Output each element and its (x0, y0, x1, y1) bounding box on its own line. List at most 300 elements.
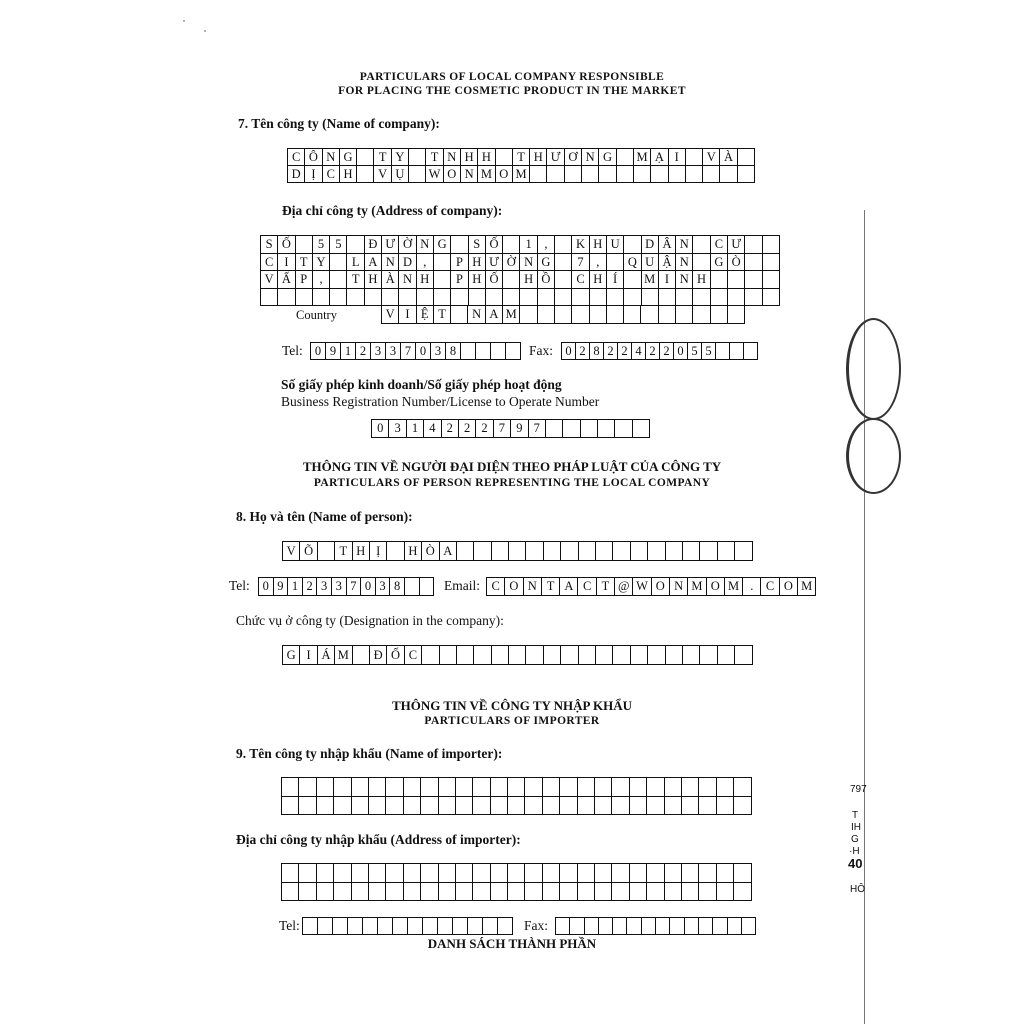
form-box (483, 918, 498, 935)
form-box: 3 (389, 420, 406, 438)
form-box (728, 271, 745, 289)
form-box: H (461, 149, 478, 166)
form-box: 2 (442, 420, 459, 438)
form-box (451, 236, 468, 254)
form-box: T (374, 149, 391, 166)
form-box (508, 864, 525, 883)
form-box: N (461, 166, 478, 183)
form-box: 2 (356, 343, 371, 360)
form-box (506, 343, 521, 360)
importer-tel-label: Tel: (279, 918, 300, 933)
form-box (641, 306, 658, 324)
form-box: O (505, 578, 523, 596)
form-box: W (426, 166, 443, 183)
form-box (682, 778, 699, 797)
form-box (666, 542, 683, 561)
designation-label: Chức vụ ở công ty (Designation in the company): (236, 613, 504, 628)
form-box (717, 864, 734, 883)
form-box: 2 (476, 420, 493, 438)
form-box (421, 883, 438, 902)
form-box (530, 166, 547, 183)
form-box: H (365, 271, 382, 289)
form-box: T (434, 306, 451, 324)
form-box (612, 778, 629, 797)
form-box: A (560, 578, 578, 596)
form-box (282, 883, 299, 902)
form-box (399, 289, 416, 307)
form-box: D (642, 236, 659, 254)
form-box (525, 883, 542, 902)
margin-fragment-2: T (852, 810, 859, 821)
stamp-seal-bottom (846, 418, 901, 494)
form-box (544, 542, 561, 561)
person-email-label: Email: (444, 578, 480, 593)
form-box (282, 778, 299, 797)
stamp-seal-top (846, 318, 901, 420)
form-box: C (405, 646, 422, 665)
form-box (555, 236, 572, 254)
form-box (492, 646, 509, 665)
form-box: H (530, 149, 547, 166)
form-box: P (451, 271, 468, 289)
form-box (738, 149, 755, 166)
form-box: A (486, 306, 503, 324)
form-box (665, 883, 682, 902)
form-box (317, 864, 334, 883)
form-box: Ụ (392, 166, 409, 183)
form-box: N (382, 254, 399, 272)
form-box (476, 343, 491, 360)
form-box: 3 (386, 343, 401, 360)
form-box (456, 778, 473, 797)
form-box (607, 254, 624, 272)
form-box: 2 (303, 578, 318, 596)
form-box: Ệ (417, 306, 434, 324)
form-box (693, 306, 710, 324)
form-box (599, 918, 613, 935)
form-box: 0 (259, 578, 274, 596)
form-box (642, 289, 659, 307)
form-box: Í (607, 271, 624, 289)
form-box (404, 883, 421, 902)
form-box: N (582, 149, 599, 166)
form-box (543, 797, 560, 816)
form-box (503, 289, 520, 307)
form-box: A (365, 254, 382, 272)
form-box (555, 289, 572, 307)
form-box (699, 778, 716, 797)
form-box: 1 (341, 343, 356, 360)
form-box (683, 646, 700, 665)
form-box (421, 797, 438, 816)
form-box (474, 646, 491, 665)
form-box: M (634, 149, 651, 166)
section8-title: 8. Họ và tên (Name of person): (236, 509, 413, 524)
form-box: M (798, 578, 816, 596)
form-box (409, 166, 426, 183)
form-box: N (444, 149, 461, 166)
form-box (318, 918, 333, 935)
form-box (313, 289, 330, 307)
form-box (508, 797, 525, 816)
form-box (595, 778, 612, 797)
form-box: C (572, 271, 589, 289)
form-box (578, 883, 595, 902)
form-box (631, 646, 648, 665)
form-box (613, 646, 630, 665)
form-box (682, 864, 699, 883)
form-box (296, 236, 313, 254)
margin-fragment-5: ·H (849, 846, 860, 857)
form-box: 5 (313, 236, 330, 254)
form-box: 0 (416, 343, 431, 360)
form-box (615, 420, 632, 438)
form-box (473, 797, 490, 816)
form-box (473, 883, 490, 902)
form-box (745, 271, 762, 289)
form-box: 0 (311, 343, 326, 360)
form-box: S (261, 236, 278, 254)
margin-fragment-6: 40 (848, 856, 863, 871)
form-box (303, 918, 318, 935)
form-box (386, 778, 403, 797)
header-line-1: PARTICULARS OF LOCAL COMPANY RESPONSIBLE (359, 71, 665, 83)
form-box (282, 864, 299, 883)
form-box (439, 797, 456, 816)
form-box (579, 646, 596, 665)
form-box (665, 864, 682, 883)
form-box: M (513, 166, 530, 183)
form-box (630, 864, 647, 883)
form-box (451, 289, 468, 307)
form-box (579, 542, 596, 561)
form-box: O (652, 578, 670, 596)
form-box: Y (392, 149, 409, 166)
margin-fragment-3: IH (851, 822, 861, 833)
form-box: H (469, 254, 486, 272)
form-box: , (417, 254, 434, 272)
form-box (434, 289, 451, 307)
form-box (347, 236, 364, 254)
form-box: 4 (632, 343, 646, 360)
form-box (693, 289, 710, 307)
form-box: 2 (660, 343, 674, 360)
form-box: N (520, 254, 537, 272)
form-box: 7 (494, 420, 511, 438)
form-box: Ố (486, 271, 503, 289)
form-box (612, 797, 629, 816)
form-box (565, 166, 582, 183)
form-box: P (451, 254, 468, 272)
form-box (439, 883, 456, 902)
form-box (353, 646, 370, 665)
form-box (404, 778, 421, 797)
form-box (496, 149, 513, 166)
form-box: I (659, 271, 676, 289)
form-box: I (669, 149, 686, 166)
form-box (738, 166, 755, 183)
form-box (387, 542, 404, 561)
form-box (369, 778, 386, 797)
form-box: Ờ (399, 236, 416, 254)
form-box (357, 166, 374, 183)
form-box (693, 236, 710, 254)
form-box (659, 289, 676, 307)
form-box (595, 864, 612, 883)
company-address-label-text: Địa chỉ công ty (Address of company): (282, 203, 503, 218)
form-box (317, 778, 334, 797)
form-box: Đ (370, 646, 387, 665)
form-box: M (335, 646, 352, 665)
form-box (486, 289, 503, 307)
form-box: H (469, 271, 486, 289)
form-box (699, 918, 713, 935)
form-box: V (703, 149, 720, 166)
form-box (634, 166, 651, 183)
form-box (735, 646, 752, 665)
form-box (624, 306, 641, 324)
form-box (525, 778, 542, 797)
license-label-en: Business Registration Number/License to Operate Number (281, 394, 600, 409)
form-box (330, 289, 347, 307)
form-box: . (743, 578, 761, 596)
form-box: Y (313, 254, 330, 272)
form-box: 2 (576, 343, 590, 360)
form-box (378, 918, 393, 935)
form-box: 1 (288, 578, 303, 596)
form-box (439, 864, 456, 883)
form-box: 2 (459, 420, 476, 438)
form-box: N (676, 236, 693, 254)
form-box (693, 254, 710, 272)
form-box: 0 (361, 578, 376, 596)
form-box (666, 646, 683, 665)
margin-fragment-7: HÔ (850, 884, 865, 895)
form-box (282, 797, 299, 816)
form-box (357, 149, 374, 166)
form-box: 2 (604, 343, 618, 360)
form-box (420, 578, 435, 596)
form-box (624, 236, 641, 254)
form-box (711, 289, 728, 307)
form-box (686, 166, 703, 183)
form-box: Õ (300, 542, 317, 561)
form-box (509, 542, 526, 561)
form-box: C (487, 578, 505, 596)
form-box (561, 646, 578, 665)
form-box: 3 (332, 578, 347, 596)
form-box (503, 271, 520, 289)
form-box: 7 (529, 420, 546, 438)
form-box (491, 343, 506, 360)
form-box: C (261, 254, 278, 272)
form-box: C (761, 578, 779, 596)
form-box: 5 (702, 343, 716, 360)
form-box: À (382, 271, 399, 289)
form-box (563, 420, 580, 438)
form-box (669, 166, 686, 183)
form-box: T (513, 149, 530, 166)
form-box (630, 778, 647, 797)
form-box: 8 (390, 578, 405, 596)
form-box: O (496, 166, 513, 183)
form-box (299, 778, 316, 797)
form-box (745, 236, 762, 254)
form-box (352, 797, 369, 816)
form-box: W (633, 578, 651, 596)
form-box: 5 (330, 236, 347, 254)
form-box: Ồ (538, 271, 555, 289)
form-box: Ạ (651, 149, 668, 166)
form-box (409, 149, 426, 166)
form-box: H (340, 166, 357, 183)
form-box (590, 289, 607, 307)
form-box (421, 778, 438, 797)
company-address-label (282, 203, 502, 219)
form-box (560, 778, 577, 797)
form-box (613, 918, 627, 935)
form-box (596, 646, 613, 665)
form-box: G (599, 149, 616, 166)
form-box: T (542, 578, 560, 596)
form-box: T (335, 542, 352, 561)
form-box (352, 883, 369, 902)
form-box (334, 778, 351, 797)
form-box: 3 (317, 578, 332, 596)
form-box (404, 797, 421, 816)
form-box: , (313, 271, 330, 289)
company-tel-label: Tel: (282, 343, 303, 358)
form-box (651, 166, 668, 183)
form-box (382, 289, 399, 307)
form-box: V (261, 271, 278, 289)
form-box: K (572, 236, 589, 254)
form-box (686, 149, 703, 166)
form-box (713, 918, 727, 935)
form-box (439, 778, 456, 797)
form-box (451, 306, 468, 324)
form-box (659, 306, 676, 324)
form-box: H (417, 271, 434, 289)
form-box (421, 864, 438, 883)
form-box: 3 (371, 343, 386, 360)
form-box: I (300, 646, 317, 665)
form-box (718, 542, 735, 561)
form-box: Ò (422, 542, 439, 561)
form-box: T (426, 149, 443, 166)
form-box: Ư (728, 236, 745, 254)
form-box (734, 883, 751, 902)
company-fax-label: Fax: (529, 343, 554, 358)
form-box (369, 797, 386, 816)
form-box (685, 918, 699, 935)
form-box (613, 542, 630, 561)
form-box: Ị (370, 542, 387, 561)
form-box (491, 778, 508, 797)
form-box (730, 343, 744, 360)
person-tel-label: Tel: (229, 578, 250, 593)
form-box: S (469, 236, 486, 254)
form-box (453, 918, 468, 935)
form-box: 9 (274, 578, 289, 596)
form-box (670, 918, 684, 935)
form-box: C (323, 166, 340, 183)
importer-fax-label: Fax: (524, 918, 549, 933)
form-box (369, 864, 386, 883)
form-box (590, 306, 607, 324)
form-box (683, 542, 700, 561)
form-box (261, 289, 278, 307)
form-box: Ư (547, 149, 564, 166)
form-box (468, 918, 483, 935)
form-box (665, 778, 682, 797)
form-box (570, 918, 584, 935)
form-box: Ư (382, 236, 399, 254)
form-box (595, 797, 612, 816)
form-box (520, 306, 537, 324)
form-box (703, 166, 720, 183)
form-box: T (296, 254, 313, 272)
form-box: N (676, 254, 693, 272)
form-box (728, 289, 745, 307)
form-box: 8 (446, 343, 461, 360)
form-box (334, 883, 351, 902)
form-box (538, 289, 555, 307)
form-box: Ờ (503, 254, 520, 272)
form-box: N (323, 149, 340, 166)
form-box: N (468, 306, 485, 324)
form-box (347, 289, 364, 307)
form-box (333, 918, 348, 935)
form-box (491, 864, 508, 883)
form-box: H (478, 149, 495, 166)
form-box (682, 797, 699, 816)
form-box (474, 542, 491, 561)
form-box: 9 (326, 343, 341, 360)
form-box (318, 542, 335, 561)
form-box (744, 343, 758, 360)
form-box (711, 271, 728, 289)
form-box (676, 289, 693, 307)
form-box: 2 (646, 343, 660, 360)
form-box: , (590, 254, 607, 272)
form-box (386, 883, 403, 902)
form-box (572, 289, 589, 307)
form-box (717, 883, 734, 902)
form-box: N (524, 578, 542, 596)
form-box (508, 778, 525, 797)
form-box (578, 778, 595, 797)
header-line-2: FOR PLACING THE COSMETIC PRODUCT IN THE MARKET (338, 85, 686, 97)
form-box: N (399, 271, 416, 289)
form-box (547, 166, 564, 183)
form-box (665, 797, 682, 816)
form-box: N (417, 236, 434, 254)
form-box (578, 864, 595, 883)
form-box (404, 864, 421, 883)
form-box (582, 166, 599, 183)
form-box (544, 646, 561, 665)
form-box: H (405, 542, 422, 561)
form-box (520, 289, 537, 307)
form-box: I (399, 306, 416, 324)
form-box (526, 646, 543, 665)
form-box (461, 343, 476, 360)
form-box (422, 646, 439, 665)
form-box: M (725, 578, 743, 596)
form-box: À (720, 149, 737, 166)
form-box (728, 918, 742, 935)
